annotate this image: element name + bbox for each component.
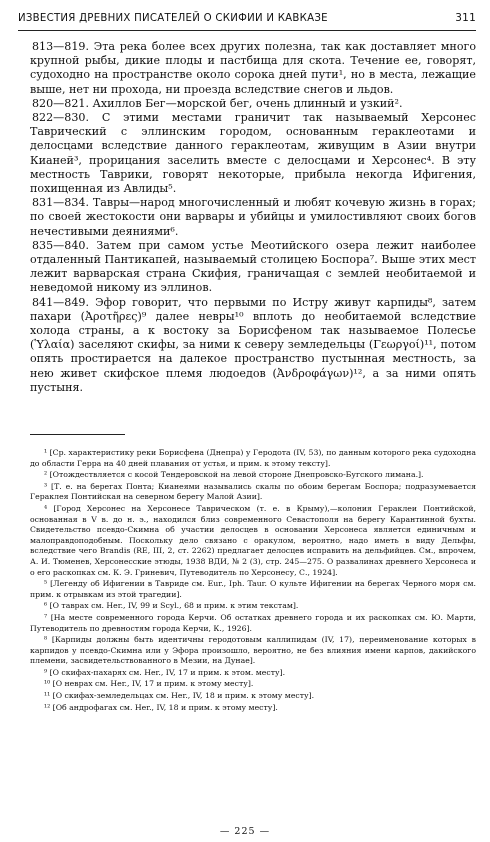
footnote-7: ⁷ [На месте современного города Керчи. Об остатках древнего города и их раскопках см. Ю. Марти, Путеводитель по древностям города Керчи, К., 1926]. (30, 612, 476, 633)
footnote-8: ⁸ [Карпиды должны быть идентичны геродотовым каллипидам (IV, 17), переименование которых в карпидов у псевдо-Скимна или у Эфора произошло, вероятно, не без влияния имени карпов, дакийского племени, засвидетельствованного в Мезии, на Дунае]. (30, 635, 476, 666)
main-text (30, 40, 476, 395)
footnote-10: ¹⁰ [О неврах см. Нer., IV, 17 и прим. к этому месту]. (44, 679, 254, 689)
paragraph-813: 813—819. Эта река более всех других полезна, так как доставляет много крупной рыбы, дикие плоды и пастбища для скота. Течение ее, говорят, судоходно на пространстве около сорока дней пути¹, но в места, лежащие выше, нет ни прохода, ни проезда вследствие снегов и льдов. (30, 40, 476, 96)
footnote-12: ¹² [Об андрофагах см. Нer., IV, 18 и прим. к этому месту]. (44, 702, 278, 712)
paragraph-841: 841—849. Эфор говорит, что первыми по Истру живут карпиды⁸, затем пахари (Ἀροτῆρες)⁹ далее невры¹⁰ вплоть до необитаемой вследствие холода страны, а к востоку за Борисфеном так называемое Полесье (Ὑλαία) заселяют скифы, за ними к северу земледельцы (Γεωργοί)¹¹, потом опять простирается на далекое пространство пустынная местность, за нею живет скифское племя людоедов (Ἀνδροφάγων)¹², а за ними опять пустыня. (30, 295, 476, 394)
paragraph-820: 820—821. Ахиллов Бег—морской бег, очень длинный и узкий². (32, 96, 403, 110)
footnote-separator (30, 434, 125, 435)
footnote-6: ⁶ [О таврах см. Нer., IV, 99 и Scyl., 68 и прим. к этим текстам]. (44, 601, 299, 611)
paragraph-822: 822—830. С этими местами граничит так называемый Херсонес Таврический с эллинским городом, основанным гераклеотами и делосцами вследствие данного гераклеотам, живущим в Азии внутри Кианей³, прорицания заселить вместе с делосцами и Херсонес⁴. В эту местность Таврики, говорят некоторые, прибыла некогда Ифигения, похищенная из Авлиды⁵. (30, 111, 476, 196)
paragraph-835: 835—840. Затем при самом устье Меотийского озера лежит наиболее отдаленный Пантикапей, называемый столицею Боспора⁷. Выше этих мест лежит варварская страна Скифия, граничащая с землей необитаемой и неведомой никому из эллинов. (30, 238, 476, 295)
footnote-9: ⁹ [О скифах-пахарях см. Нer., IV, 17 и прим. к этом. месту]. (44, 667, 286, 677)
footnotes (30, 448, 476, 714)
footnote-11: ¹¹ [О скифах-земледельцах см. Нer., IV, 18 и прим. к этому месту]. (44, 691, 315, 701)
footnote-2: ² [Отождествляется с косой Тендеровской на левой стороне Днепровско-Бугского лимана.]. (44, 470, 424, 480)
footnote-5: ⁵ [Легенду об Ифигении в Тавриде см. Eur., Iph. Taur. О культе Ифигении на берегах Черного моря см. прим. к отрывкам из этой трагедии]. (30, 579, 476, 599)
page-footer-number: — 225 — (219, 826, 271, 837)
paragraph-831: 831—834. Тавры—народ многочисленный и любят кочевую жизнь в горах; по своей жестокости они варвары и убийцы и умилостивляют своих богов нечестивыми деяниями⁶. (30, 196, 476, 238)
running-title: ИЗВЕСТИЯ ДРЕВНИХ ПИСАТЕЛЕЙ О СКИФИИ И КАВКАЗЕ (18, 12, 328, 24)
footnote-1: ¹ [Ср. характеристику реки Борисфена (Днепра) у Геродота (IV, 53), по данным которого река судоходна до области Герра на 40 дней плавания от устья, и прим. к этому тексту]. (30, 448, 476, 468)
footnote-3: ³ [Т. е. на берегах Понта; Кианеями назывались скалы по обоим берегам Боспора; подразумевается Гераклея Понтийская на северном берегу Малой Азии]. (30, 481, 476, 502)
page-number: 311 (455, 12, 476, 24)
running-header (18, 6, 476, 31)
footnote-4: ⁴ [Город Херсонес на Херсонесе Таврическом (т. е. в Крыму),—колония Гераклеи Понтийской, основанная в V в. до н. э., находился близ современного Севастополя на берегу Карантинной бухты. Свидетельство псевдо-Скимна об участии делосцев в основании Херсонеса является единичным и малоправдоподобным. Поскольку дело связано с оракулом, вероятно, надо иметь в виду Дельфы, вследствие чего Brandis (RE, III, 2, ст. 2262) предлагает делосцев исправить на дельфийцев. См., впрочем, А. И. Тюменев, Херсонесские этюды, 1938 ВДИ, № 2 (3), стр. 245—275. О развалинах древнего Херсонеса и о его раскопках см. К. Э. Гриневич, Путеводитель по Херсонесу, С., 1924]. (30, 503, 476, 577)
